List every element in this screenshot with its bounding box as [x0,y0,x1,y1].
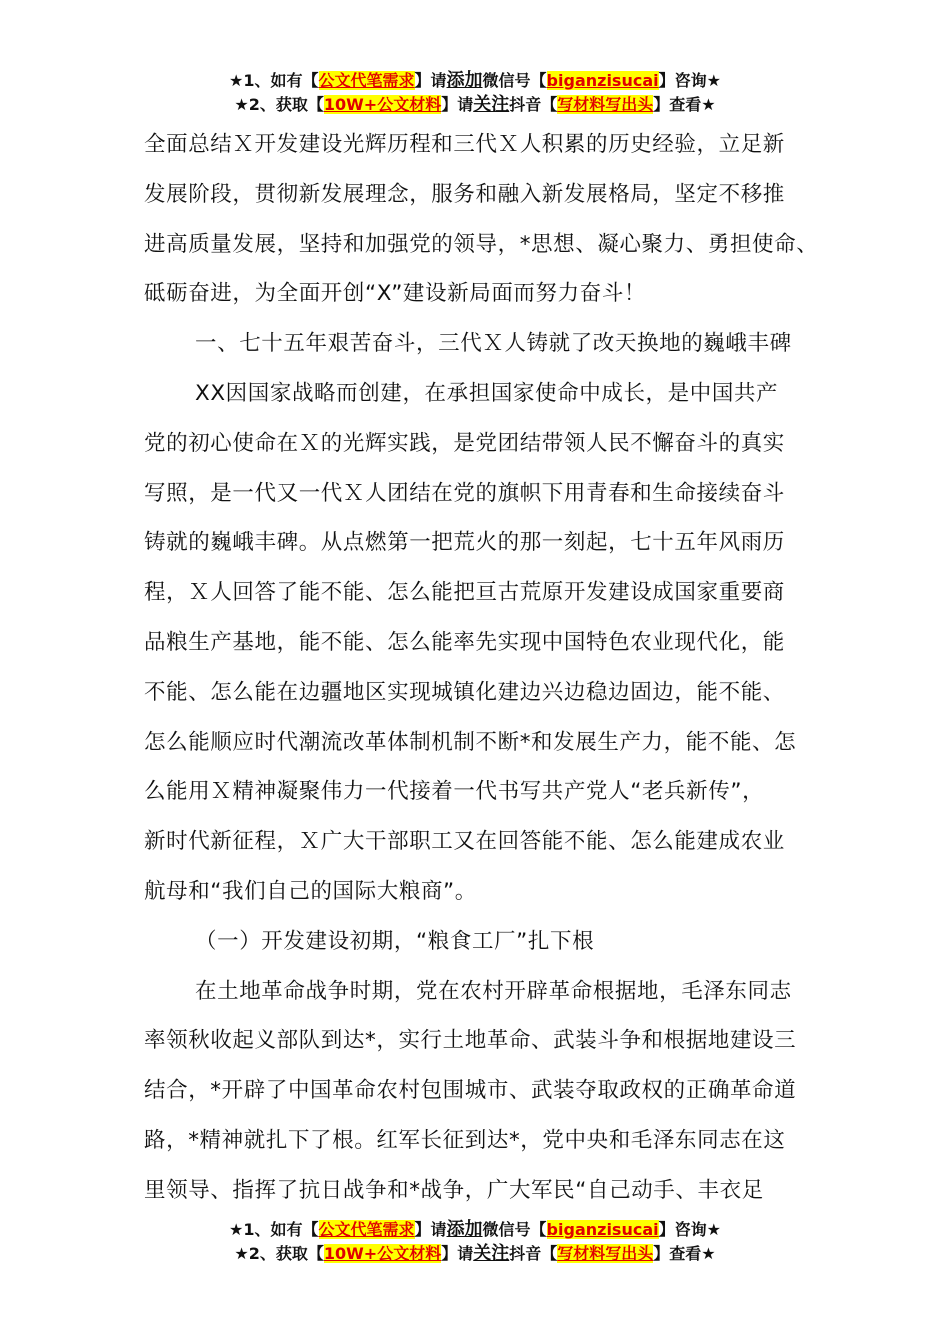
banner-line-2 [0,1242,950,1266]
text-line: 党的初心使命在Ｘ的光辉实践，是党团结带领人民不懈奋斗的真实 [144,430,785,456]
text-line: 品粮生产基地，能不能、怎么能率先实现中国特色农业现代化，能 [144,629,785,655]
banner-text: ★2、获取【 [234,95,324,114]
text-line: 全面总结Ｘ开发建设光辉历程和三代Ｘ人积累的历史经验，立足新 [144,132,785,157]
banner-text: 】查看★ [653,95,716,114]
banner-line-2 [0,93,950,117]
highlight-text: 公文代笔需求 [318,1220,415,1239]
text-line: 么能用Ｘ精神凝聚伟力一代接着一代书写共产党人“老兵新传”， [144,779,765,805]
banner-text: 】请 [414,71,447,90]
banner-text: 抖音【 [509,1244,558,1263]
banner-text: 微信号【 [482,1220,547,1239]
text-line: 写照，是一代又一代Ｘ人团结在党的旗帜下用青春和生命接续奋斗 [144,480,785,506]
text-line: 发展阶段，贯彻新发展理念，服务和融入新发展格局，坚定不移推 [144,181,785,207]
text-line: XX因国家战略而创建，在承担国家使命中成长，是中国共产 [195,380,779,406]
banner-line-1 [0,69,950,93]
banner-text: 】咨询★ [658,71,721,90]
text-line: 一、七十五年艰苦奋斗，三代Ｘ人铸就了改天换地的巍峨丰碑 [195,331,792,357]
douyin-id: 写材料写出头 [557,1244,654,1263]
text-line: 航母和“我们自己的国际大粮商”。 [144,878,477,904]
footer-banner [0,1218,950,1266]
banner-text: 】请 [441,1244,474,1263]
text-line: 怎么能顺应时代潮流改革体制机制不断*和发展生产力，能不能、怎 [144,729,797,755]
text-line: 率领秋收起义部队到达*，实行土地革命、武装斗争和根据地建设三 [144,1028,797,1054]
banner-text: ★2、获取【 [234,1244,324,1263]
banner-text: 抖音【 [509,95,558,114]
text-line: 砥砺奋进，为全面开创“X”建设新局面而努力奋斗！ [144,281,647,307]
emphasis-text: 添加 [446,70,483,91]
text-line: 进高质量发展，坚持和加强党的领导，*思想、凝心聚力、勇担使命、 [144,231,819,257]
douyin-id: 写材料写出头 [557,95,654,114]
wechat-id: biganzisucai [546,71,659,90]
text-line: 不能、怎么能在边疆地区实现城镇化建边兴边稳边固边，能不能、 [144,679,785,705]
emphasis-text: 添加 [446,1219,483,1240]
banner-line-1 [0,1218,950,1242]
banner-text: 】查看★ [653,1244,716,1263]
banner-text: 】请 [441,95,474,114]
banner-text: 】咨询★ [658,1220,721,1239]
wechat-id: biganzisucai [546,1220,659,1239]
text-line: 路，*精神就扎下了根。红军长征到达*，党中央和毛泽东同志在这 [144,1127,786,1153]
banner-text: 微信号【 [482,71,547,90]
banner-text: 】请 [414,1220,447,1239]
text-line: 结合，*开辟了中国革命农村包围城市、武装夺取政权的正确革命道 [144,1078,797,1104]
highlight-text: 10W+公文材料 [323,1244,442,1263]
emphasis-text: 关注 [473,94,510,115]
text-line: 在土地革命战争时期，党在农村开辟革命根据地，毛泽东同志 [195,978,792,1004]
emphasis-text: 关注 [473,1243,510,1264]
text-line: 程，Ｘ人回答了能不能、怎么能把亘古荒原开发建设成国家重要商 [144,580,785,606]
text-line: （一）开发建设初期，“粮食工厂”扎下根 [195,928,595,954]
text-line: 新时代新征程，Ｘ广大干部职工又在回答能不能、怎么能建成农业 [144,829,785,855]
highlight-text: 公文代笔需求 [318,71,415,90]
document-body [144,120,844,1216]
banner-text: ★1、如有【 [229,1220,319,1239]
banner-text: ★1、如有【 [229,71,319,90]
header-banner [0,69,950,117]
text-line: 里领导、指挥了抗日战争和*战争，广大军民“自己动手、丰衣足 [144,1177,764,1203]
highlight-text: 10W+公文材料 [323,95,442,114]
text-line: 铸就的巍峨丰碑。从点燃第一把荒火的那一刻起，七十五年风雨历 [144,530,785,556]
